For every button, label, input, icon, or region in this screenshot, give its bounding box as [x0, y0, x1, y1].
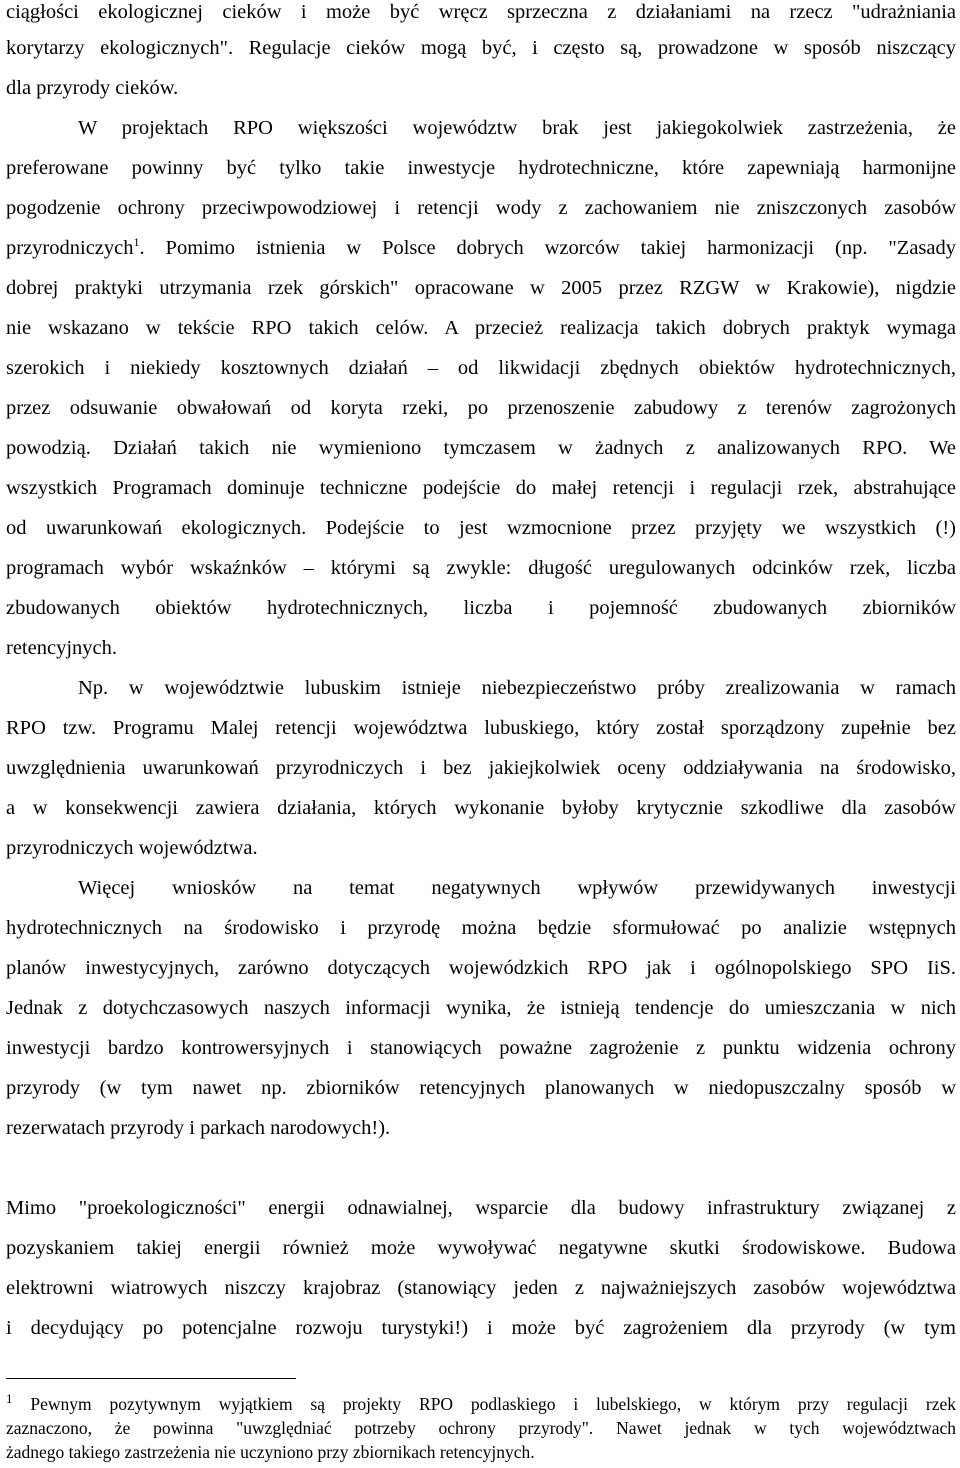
text-line: Np. w województwie lubuskim istnieje niebezpieczeństwo próby zrealizowania w ramach: [78, 677, 956, 699]
text-line: pogodzenie ochrony przeciwpowodziowej i retencji wody z zachowaniem nie zniszczonych zasobów: [6, 197, 956, 219]
text-line: przez odsuwanie obwałowań od koryta rzeki, po przenoszenie zabudowy z terenów zagrożonych: [6, 397, 956, 419]
footnote-text: Pewnym pozytywnym wyjątkiem są projekty RPO podlaskiego i lubelskiego, w którym przy regulacji rzek: [12, 1394, 956, 1414]
footnote-line: [6, 1391, 956, 1414]
text-line: od uwarunkowań ekologicznych. Podejście to jest wzmocnione przez przyjęty we wszystkich (!): [6, 517, 956, 539]
text-line: nie wskazano w tekście RPO takich celów. A przecież realizacja takich dobrych praktyk wymaga: [6, 317, 956, 339]
text-line: przyrody (w tym nawet np. zbiorników retencyjnych planowanych w niedopuszczalny sposób w: [6, 1077, 956, 1099]
text-fragment: . Pomimo istnienia w Polsce dobrych wzorców takiej harmonizacji (np. "Zasady: [139, 237, 956, 259]
text-line: preferowane powinny być tylko takie inwestycje hydrotechniczne, które zapewniają harmonijne: [6, 157, 956, 179]
text-line: i decydujący po potencjalne rozwoju turystyki!) i może być zagrożeniem dla przyrody (w tym: [6, 1317, 956, 1339]
text-line: zbudowanych obiektów hydrotechnicznych, liczba i pojemność zbudowanych zbiorników: [6, 597, 956, 619]
text-fragment: przyrodniczych: [6, 237, 134, 259]
text-line: korytarzy ekologicznych". Regulacje cieków mogą być, i często są, prowadzone w sposób niszczący: [6, 37, 956, 59]
footnote-line: żadnego takiego zastrzeżenia nie uczyniono przy zbiornikach retencyjnych.: [6, 1442, 535, 1462]
text-line: dla przyrody cieków.: [6, 77, 179, 99]
text-line: Mimo "proekologiczności" energii odnawialnej, wsparcie dla budowy infrastruktury związanej z: [6, 1197, 956, 1219]
text-line: przyrodniczych województwa.: [6, 837, 258, 859]
text-line: Jednak z dotychczasowych naszych informacji wynika, że istnieją tendencje do umieszczania w nich: [6, 997, 956, 1019]
text-line: programach wybór wskaźnków – którymi są zwykle: długość uregulowanych odcinków rzek, liczba: [6, 557, 956, 579]
footnote-line: zaznaczono, że powinna "uwzględniać potrzeby ochrony przyrody". Nawet jednak w tych województwach: [6, 1418, 956, 1438]
text-line: uwzględnienia uwarunkowań przyrodniczych i bez jakiejkolwiek oceny oddziaływania na środowisko,: [6, 757, 956, 779]
text-line: hydrotechnicznych na środowisko i przyrodę można będzie sformułować po analizie wstępnych: [6, 917, 956, 939]
footnote-marker: 1: [6, 1391, 13, 1407]
text-line: wszystkich Programach dominuje techniczne podejście do małej retencji i regulacji rzek, abstrahujące: [6, 477, 956, 499]
text-line: planów inwestycyjnych, zarówno dotyczących wojewódzkich RPO jak i ogólnopolskiego SPO IiS.: [6, 957, 956, 979]
text-line: W projektach RPO większości województw brak jest jakiegokolwiek zastrzeżenia, że: [78, 117, 956, 139]
footnote-separator: [6, 1378, 296, 1379]
text-line: rezerwatach przyrody i parkach narodowych!).: [6, 1117, 391, 1139]
text-line: powodzią. Działań takich nie wymieniono tymczasem w żadnych z analizowanych RPO. We: [6, 437, 956, 459]
text-line: a w konsekwencji zawiera działania, których wykonanie byłoby krytycznie szkodliwe dla zasobów: [6, 797, 956, 819]
text-line: retencyjnych.: [6, 637, 117, 659]
footnote-reference: 1: [133, 235, 140, 250]
text-line: pozyskaniem takiej energii również może wywoływać negatywne skutki środowiskowe. Budowa: [6, 1237, 956, 1259]
text-line: inwestycji bardzo kontrowersyjnych i stanowiących poważne zagrożenie z punktu widzenia ochrony: [6, 1037, 956, 1059]
text-line: [6, 236, 956, 260]
text-line: RPO tzw. Programu Malej retencji województwa lubuskiego, który został sporządzony zupełnie bez: [6, 717, 956, 739]
text-line: dobrej praktyki utrzymania rzek górskich" opracowane w 2005 przez RZGW w Krakowie), nigdzie: [6, 277, 956, 299]
text-line: ciągłości ekologicznej cieków i może być wręcz sprzeczna z działaniami na rzecz "udrażniania: [6, 1, 956, 23]
text-line: Więcej wniosków na temat negatywnych wpływów przewidywanych inwestycji: [78, 877, 956, 899]
text-line: szerokich i niekiedy kosztownych działań – od likwidacji zbędnych obiektów hydrotechnicznych,: [6, 357, 956, 379]
text-line: elektrowni wiatrowych niszczy krajobraz (stanowiący jeden z najważniejszych zasobów województwa: [6, 1277, 956, 1299]
